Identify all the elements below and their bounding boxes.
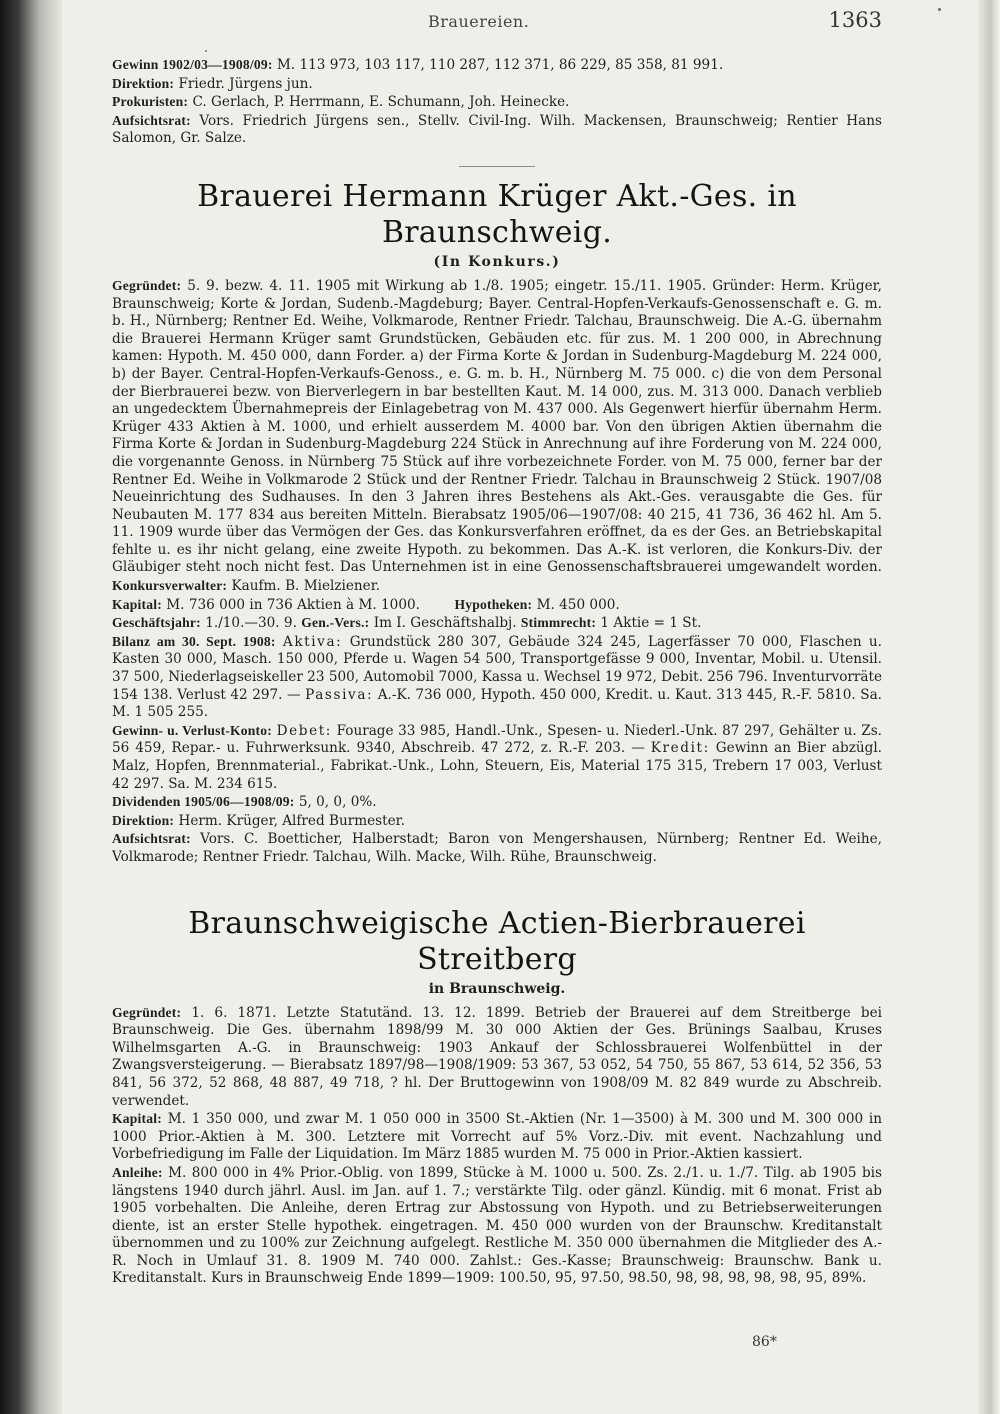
prev-gewinn-text: M. 113 973, 103 117, 110 287, 112 371, 86 229, 85 358, 81 991. — [276, 57, 724, 73]
bilanz-label: Bilanz am 30. Sept. 1908: — [112, 633, 276, 649]
gegruendet-section — [112, 277, 882, 596]
guv-kredit-text: Gewinn an Bier abzügl. Malz, Hopfen, Brennmaterial., Fabrikat.-Unk., Lohn, Steuern, Eis, Material 175 315, Trebern 17 003, Verlust 42 297. Sa. M. 234 615. — [112, 740, 882, 792]
company-entry-krueger — [112, 179, 882, 867]
aufsichtsrat-label: Aufsichtsrat: — [112, 831, 191, 847]
signature-mark: 86* — [752, 1334, 777, 1350]
prev-prokuristen-label: Prokuristen: — [112, 94, 189, 110]
direktion-line — [112, 812, 882, 831]
company-title: Brauerei Hermann Krüger Akt.-Ges. in Braunschweig. — [197, 178, 797, 250]
bilanz-section — [112, 633, 882, 722]
bilanz-passiva-text: A.-K. 736 000, Hypoth. 450 000, Kredit. u. Kaut. 313 445, R.-F. 5810. Sa. M. 1 505 255. — [112, 686, 882, 721]
gegruendet-label: Gegründet: — [112, 277, 182, 293]
dividenden-line — [112, 793, 882, 812]
geschaeftsjahr-text: 1./10.—30. 9. — [205, 615, 297, 632]
dividenden-text: 5, 0, 0, 0%. — [298, 794, 377, 811]
prev-prokuristen-text: C. Gerlach, P. Herrmann, E. Schumann, Joh. Heinecke. — [192, 94, 570, 111]
hypotheken-label: Hypotheken: — [454, 596, 533, 612]
konkursverwalter-label: Konkursverwalter: — [112, 578, 228, 594]
section-gap — [459, 893, 535, 894]
aufsichtsrat-text: Vors. C. Boetticher, Halberstadt; Baron von Mengershausen, Nürnberg; Rentner Ed. Weihe, Volkmarode; Rentner Friedr. Talchau, Wilh. Macke, Wilh. Rühe, Braunschweig. — [112, 831, 882, 865]
dividenden-label: Dividenden 1905/06—1908/09: — [112, 794, 295, 810]
kapital-line — [112, 596, 882, 615]
geschaeftsjahr-line — [112, 614, 882, 633]
gegruendet-text: 5. 9. bezw. 4. 11. 1905 mit Wirkung ab 1./8. 1905; eingetr. 15./11. 1905. Gründer: Herm. Krüger, Braunschweig; Korte & Jordan, Sudenb.-Magdeburg; Bayer. Central-Hopfen-Verkaufs-Genossenschaft e. G. m. b. H., Nürnberg; Rentner Ed. Weihe, Volkmarode, Rentner Friedr. Talchau, Braunschweig. Die A.-G. übernahm die Brauerei Hermann Krüger samt Grundstücken, Gebäuden etc. für zus. M. 1 200 000, in Abrechnung kamen: Hypoth. M. 450 000, dann Forder. a) der Firma Korte & Jordan in Sudenburg-Magdeburg M. 224 000, b) der Bayer. Central-Hopfen-Verkaufs-Genoss., e. G. m. b. H., Nürnberg M. 75 000. c) die von dem Personal der Bierbrauerei bezw. von Bierverlegern in bar bestellten Kaut. M. 14 000, zus. M. 313 000. Danach verblieb an ungedecktem Übernahmepreis der Einlagebetrag von M. 437 000. Als Gegenwert hierfür übernahm Herm. Krüger 433 Aktien à M. 1000, und erhielt ausserdem M. 4000 bar. Von den übrigen Aktien übernahm die Firma Korte & Jordan in Sudenburg-Magdeburg 224 Stück in Anrechnung auf ihre Forderung von M. 224 000, die vorgenannte Genoss. in Nürnberg 75 Stück auf ihre vorbezeichnete Forder. von M. 75 000, ferner bar der Rentner Ed. Weihe in Volkmarode 2 Stück und der Rentner Friedr. Talchau in Braunschweig 2 Stück. 1907/08 Neueinrichtung des Sudhauses. In den 3 Jahren ihres Bestehens als Akt.-Ges. verausgabte die Ges. für Neubauten M. 177 834 aus bereiten Mitteln. Bierabsatz 1905/06—1907/08: 40 215, 41 736, 36 462 hl. Am 5. 11. 1909 wurde über das Vermögen der Ges. das Konkursverfahren eröffnet, da es der Ges. an Betriebskapital fehlte u. es ihr nicht gelang, eine zweite Hypoth. zu bekommen. Das A.-K. ist verloren, die Konkurs-Div. der Gläubiger steht noch nicht fest. Das Unternehmen ist in eine Genossenschaftsbrauerei umgewandelt worden. — [112, 277, 882, 576]
anleihe-text: M. 800 000 in 4% Prior.-Oblig. von 1899, Stücke à M. 1000 u. 500. Zs. 2./1. u. 1./7. Tilg. ab 1905 bis längstens 1940 durch jährl. Ausl. im Jan. auf 1. 7.; verstärkte Tilg. oder gänzl. Kündig. mit 6 monat. Frist ab 1905 vorbehalten. Die Anleihe, deren Ertrag zur Abstossung von Hypoth. und zu Betriebserweiterungen diente, ist an erster Stelle hypothek. eingetragen. M. 450 000 wurden von der Braunschw. Kreditanstalt übernommen und zu 100% zur Zeichnung aufgelegt. Restliche M. 350 000 übernahmen die Mitglieder des A.-R. Noch in Umlauf 31. 8. 1909 M. 740 000. Zahlst.: Ges.-Kasse; Braunschweig: Braunschw. Bank u. Kreditanstalt. Kurs in Braunschweig Ende 1899—1909: 100.50, 95, 97.50, 98.50, 98, 98, 98, 98, 98, 95, 89%. — [112, 1164, 882, 1287]
binding-gutter — [0, 0, 62, 1414]
guv-debet-text: Fourage 33 985, Handl.-Unk., Spesen- u. Niederl.-Unk. 87 297, Gehälter u. Zs. 56 459, Repar.- u. Fuhrwerksunk. 9340, Abschreib. 47 272, z. R.-F. 203. — — [112, 722, 883, 757]
guv-label: Gewinn- u. Verlust-Konto: — [112, 722, 273, 738]
kapital-section — [112, 1110, 882, 1164]
guv-section — [112, 722, 882, 793]
prev-gewinn-label: Gewinn 1902/03—1908/09: — [112, 57, 273, 72]
prev-aufsichtsrat-label: Aufsichtsrat: — [112, 112, 191, 128]
page-edge — [978, 0, 1000, 1414]
prev-direktion — [112, 75, 882, 94]
prev-prokuristen — [112, 93, 882, 112]
prev-aufsichtsrat-text: Vors. Friedrich Jürgens sen., Stellv. Civil-Ing. Wilh. Mackensen, Braunschweig; Rentier Hans Salomon, Gr. Salze. — [112, 112, 882, 147]
aufsichtsrat-line — [112, 830, 882, 866]
geschaeftsjahr-label: Geschäftsjahr: — [112, 615, 201, 631]
gegruendet-label: Gegründet: — [112, 1004, 182, 1020]
direktion-text: Herm. Krüger, Alfred Burmester. — [178, 812, 405, 829]
kredit-label: Kredit: — [650, 740, 710, 757]
anleihe-label: Anleihe: — [112, 1164, 163, 1180]
genvers-label: Gen.-Vers.: — [301, 615, 370, 631]
previous-entry-tail — [112, 56, 882, 148]
print-speck — [205, 50, 207, 52]
stimmrecht-label: Stimmrecht: — [520, 615, 597, 631]
aktiva-label: Aktiva: — [282, 633, 343, 650]
direktion-label: Direktion: — [112, 812, 175, 828]
prev-direktion-label: Direktion: — [112, 75, 175, 91]
anleihe-section — [112, 1164, 882, 1288]
stimmrecht-text: 1 Aktie = 1 St. — [600, 615, 702, 632]
kapital-text: M. 736 000 in 736 Aktien à M. 1000. — [166, 596, 420, 613]
print-speck — [938, 8, 941, 11]
genvers-text: Im I. Geschäftshalbj. — [373, 615, 517, 632]
gegruendet-text: 1. 6. 1871. Letzte Statutänd. 13. 12. 1899. Betrieb der Brauerei auf dem Streitberge bei Braunschweig. Die Ges. übernahm 1898/99 M. 30 000 Aktien der Ges. Brünings Saalbau, Kruses Wilhelmsgarten A.-G. in Braunschweig: 1903 Ankauf der Schlossbrauerei Wolfenbüttel in der Zwangsversteigerung. — Bierabsatz 1897/98—1908/1909: 53 367, 53 052, 54 750, 55 867, 53 614, 52 356, 53 841, 56 372, 52 868, 48 887, 49 718, ? hl. Der Bruttogewinn von 1908/09 M. 82 849 wurde zu Abschreib. verwendet. — [112, 1004, 882, 1109]
prev-direktion-text: Friedr. Jürgens jun. — [178, 75, 313, 92]
konkursverwalter-text: Kaufm. B. Mielziener. — [231, 578, 381, 595]
kapital-label: Kapital: — [112, 1111, 162, 1127]
page-number: 1363 — [828, 8, 882, 32]
kapital-label: Kapital: — [112, 596, 162, 612]
gegruendet-section — [112, 1004, 882, 1111]
prev-gewinn — [112, 56, 882, 75]
company-location: in Braunschweig. — [428, 980, 566, 997]
section-divider — [459, 166, 535, 167]
debet-label: Debet: — [276, 722, 332, 739]
bilanz-aktiva-text: Grundstück 280 307, Gebäude 324 245, Lagerfässer 70 000, Flaschen u. Kasten 30 000, Masch. 150 000, Pferde u. Wagen 54 500, Transportgefässe 9 000, Inventar, Mobil. u. Utensil. 37 500, Niederlagseiskeller 23 500, Automobil 7000, Kassa u. Wechsel 19 972, Debit. 256 796. Inventurvorräte 154 138. Verlust 42 297. — — [112, 633, 882, 703]
passiva-label: Passiva: — [305, 686, 374, 703]
company-status: (In Konkurs.) — [433, 253, 561, 270]
page-content — [112, 56, 882, 1288]
prev-aufsichtsrat — [112, 112, 882, 148]
company-title: Braunschweigische Actien-Bierbrauerei Streitberg — [188, 905, 806, 977]
running-head: Brauereien. — [428, 12, 530, 31]
company-entry-streitberg — [112, 906, 882, 1289]
kapital-text: M. 1 350 000, und zwar M. 1 050 000 in 3500 St.-Aktien (Nr. 1—3500) à M. 300 und M. 300 000 in 1000 Prior.-Aktien à M. 300. Letztere mit Vorrecht auf 5% Vorz.-Div. mit event. Nachzahlung und Vorbefriedigung im Falle der Liquidation. Im März 1885 wurden M. 75 000 in Prior.-Aktien kassiert. — [112, 1111, 882, 1163]
hypotheken-text: M. 450 000. — [536, 596, 620, 613]
page-header — [112, 8, 882, 34]
